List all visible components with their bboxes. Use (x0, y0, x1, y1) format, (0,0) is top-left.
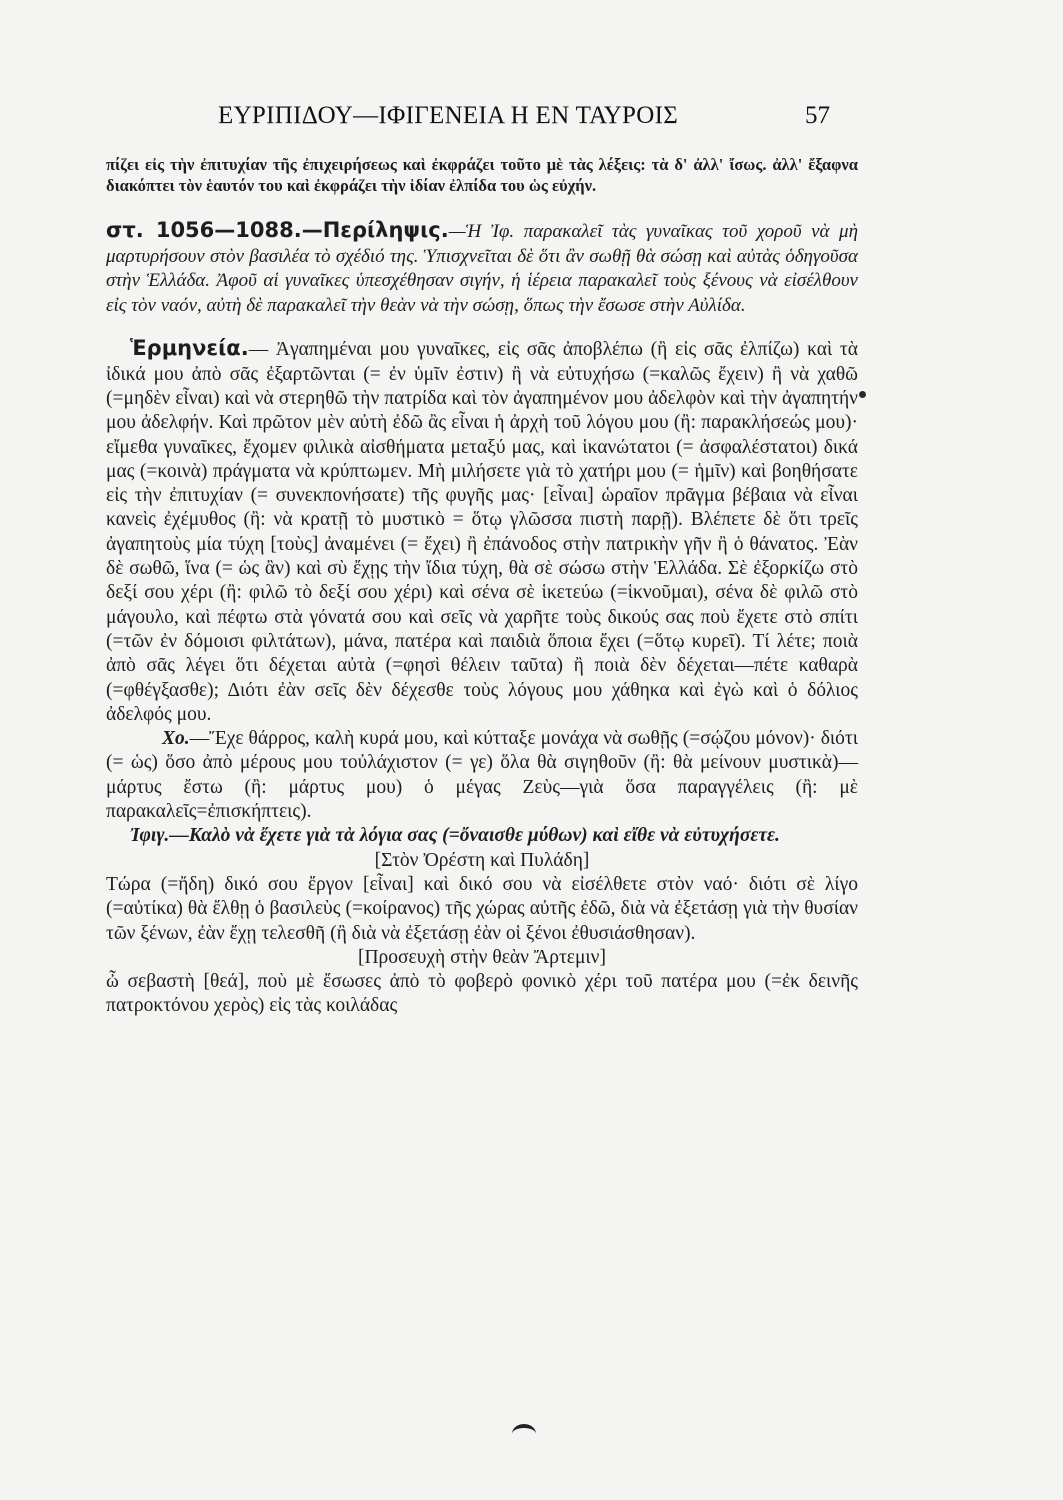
chorus-text: —Ἔχε θάρρος, καλὴ κυρά μου, καὶ κύτταξε μονάχα νὰ σωθῇς (=σῴζου μόνον)· διότι (= ὡς) ὅσο ἀπὸ μέρους μου τοὐλάχιστον (= γε) ὅλα θὰ σιγηθοῦν (ἢ: θὰ μείνουν μυστικὰ)—μάρτυς ἔστω (ἢ: μάρτυς μου) ὁ μέγας Ζεὺς—γιὰ ὅσα παραγγέλεις (ἢ: μὲ παρακαλεῖς=ἐπισκήπτεις). (106, 728, 858, 823)
running-title: ΕΥΡΙΠΙΔΟΥ—ΙΦΙΓΕΝΕΙΑ Η ΕΝ ΤΑΥΡΟΙΣ (218, 102, 679, 129)
chorus-paragraph (106, 727, 858, 824)
summary-text: —Ἡ Ἰφ. παρακαλεῖ τὰς γυναῖκας τοῦ χοροῦ νὰ μὴ μαρτυρήσουν στὸν βασιλέα τὸ σχέδιό της. Ὑπισχνεῖται δὲ ὅτι ἂν σωθῇ θὰ σώσῃ καὶ αὐτὰς ὁδηγοῦσα στὴν Ἑλλάδα. Ἀφοῦ αἱ γυναῖκες ὑπεσχέθησαν σιγήν, ἡ ἱέρεια παρακαλεῖ τοὺς ξένους νὰ εἰσέλθουν εἰς τὸν ναόν, αὐτὴ δὲ παρακαλεῖ τὴν θεὰν νὰ τὴν σώσῃ, ὅπως τὴν ἔσωσε στὴν Αὐλίδα. (106, 221, 858, 316)
ink-dot (859, 391, 866, 398)
interpretation-paragraph (106, 336, 858, 727)
page-number: 57 (805, 102, 830, 129)
iphigenia-paragraph (106, 824, 858, 848)
summary-paragraph (106, 218, 858, 318)
paragraph-2: Τώρα (=ἤδη) δικό σου ἔργον [εἶναι] καὶ δικό σου νὰ εἰσέλθετε στὸν ναό· διότι σὲ λίγο (=αὐτίκα) θὰ ἔλθῃ ὁ βασιλεὺς (=κοίρανος) τῆς χώρας αὐτῆς ἐδῶ, διὰ νὰ ἐξετάσῃ γιὰ τὴν θυσίαν τῶν ξένων, ἐὰν ἔχῃ τελεσθῆ (ἢ διὰ νὰ ἐξετάσῃ ἐὰν οἱ ξένοι ἐθυσιάσθησαν). (106, 873, 858, 944)
iphigenia-speaker: Ἰφιγ. (130, 825, 170, 847)
running-header (218, 102, 830, 138)
stage-direction-2: [Προσευχὴ στὴν θεὰν Ἄρτεμιν] (357, 946, 606, 968)
summary-label: στ. 1056—1088.—Περίληψις. (106, 218, 449, 242)
printer-mark (512, 1424, 536, 1444)
text-body (106, 155, 858, 1019)
interpretation-text: — Ἀγαπημέναι μου γυναῖκες, εἰς σᾶς ἀποβλέπω (ἢ εἰς σᾶς ἐλπίζω) καὶ τὰ ἰδικά μου ἀπὸ σᾶς ἐξαρτῶνται (= ἐν ὑμῖν ἐστιν) ἢ νὰ εὐτυχήσω (=καλῶς ἔχειν) ἢ νὰ χαθῶ (=μηδὲν εἶναι) καὶ νὰ στερηθῶ τὴν πατρίδα καὶ τὸν ἀγαπημένον μου ἀδελφὸν καὶ τὴν ἀγαπητήν μου ἀδελφήν. Καὶ πρῶτον μὲν αὐτὴ ἐδῶ ἂς εἶναι ἡ ἀρχὴ τοῦ λόγου μου (ἢ: παρακλήσεώς μου)· εἴμεθα γυναῖκες, ἔχομεν φιλικὰ αἰσθήματα μεταξύ μας, καὶ ἱκανώτατοι (= ἀσφαλέστατοι) δικά μας (=κοινὰ) πράγματα νὰ κρύπτωμεν. Μὴ μιλήσετε γιὰ τὸ χατήρι μου (= ἡμῖν) καὶ βοηθήσατε εἰς τὴν ἐπιτυχίαν (= συνεκπονήσατε) τῆς φυγῆς μας· [εἶναι] ὡραῖον πρᾶγμα βέβαια νὰ εἶναι κανεὶς ἐχέμυθος (ἢ: νὰ κρατῇ τὸ μυστικὸ = ὅτῳ γλῶσσα πιστὴ παρῇ). Βλέπετε δὲ ὅτι τρεῖς ἀγαπητοὺς μία τύχη [τοὺς] ἀναμένει (= ἔχει) ἢ ἐπάνοδος στὴν πατρικὴν γῆν ἢ ὁ θάνατος. Ἐὰν δὲ σωθῶ, ἵνα (= ὡς ἂν) καὶ σὺ ἔχῃς τὴν ἴδια τύχη, θὰ σὲ σώσω στὴν Ἑλλάδα. Σὲ ἐξορκίζω στὸ δεξί σου χέρι (ἢ: φιλῶ τὸ δεξί σου χέρι) καὶ σένα σὲ ἱκετεύω (=ἱκνοῦμαι), σένα δὲ φιλῶ στὸ μάγουλο, καὶ πέφτω στὰ γόνατά σου καὶ σεῖς νὰ χαρῆτε τοὺς δικούς σας ποὺ ἔχετε στὸ σπίτι (=τῶν ἐν δόμοισι φιλτάτων), μάνα, πατέρα καὶ παιδιὰ ὅποια ἔχει (=ὅτῳ κυρεῖ). Τί λέτε; ποιὰ ἀπὸ σᾶς λέγει ὅτι δέχεται αὐτὰ (=φησὶ θέλειν ταῦτα) ἢ ποιὰ δὲν δέχεται—πέτε καθαρὰ (=φθέγξασθε); Διότι ἐὰν σεῖς δὲν δέχεσθε τοὺς λόγους μου χάθηκα καὶ ἐγὼ καὶ ὁ δόλιος ἀδελφός μου. (106, 339, 858, 725)
stage-direction-1: [Στὸν Ὀρέστη καὶ Πυλάδη] (374, 849, 590, 871)
paragraph-3: ὦ σεβαστὴ [θεά], ποὺ μὲ ἔσωσες ἀπὸ τὸ φοβερὸ φονικὸ χέρι τοῦ πατέρα μου (=ἐκ δεινῆς πατροκτόνου χερὸς) εἰς τὰς κοιλάδας (106, 971, 858, 1017)
interpretation-label: Ἑρμηνεία. (130, 336, 249, 361)
chorus-speaker: Χο. (162, 728, 190, 750)
iphigenia-text: —Καλὸ νὰ ἔχετε γιὰ τὰ λόγια σας (=ὄναισθε μύθων) καὶ εἴθε νὰ εὐτυχήσετε. (169, 825, 780, 847)
intro-paragraph: πίζει εἰς τὴν ἐπιτυχίαν τῆς ἐπιχειρήσεως καὶ ἐκφράζει τοῦτο μὲ τὰς λέξεις: τὰ δ' ἀλλ' ἴσως. ἀλλ' ἔξαφνα διακόπτει τὸν ἑαυτόν του καὶ ἐκφράζει τὴν ἰδίαν ἐλπίδα του ὡς εὐχήν. (106, 155, 858, 195)
